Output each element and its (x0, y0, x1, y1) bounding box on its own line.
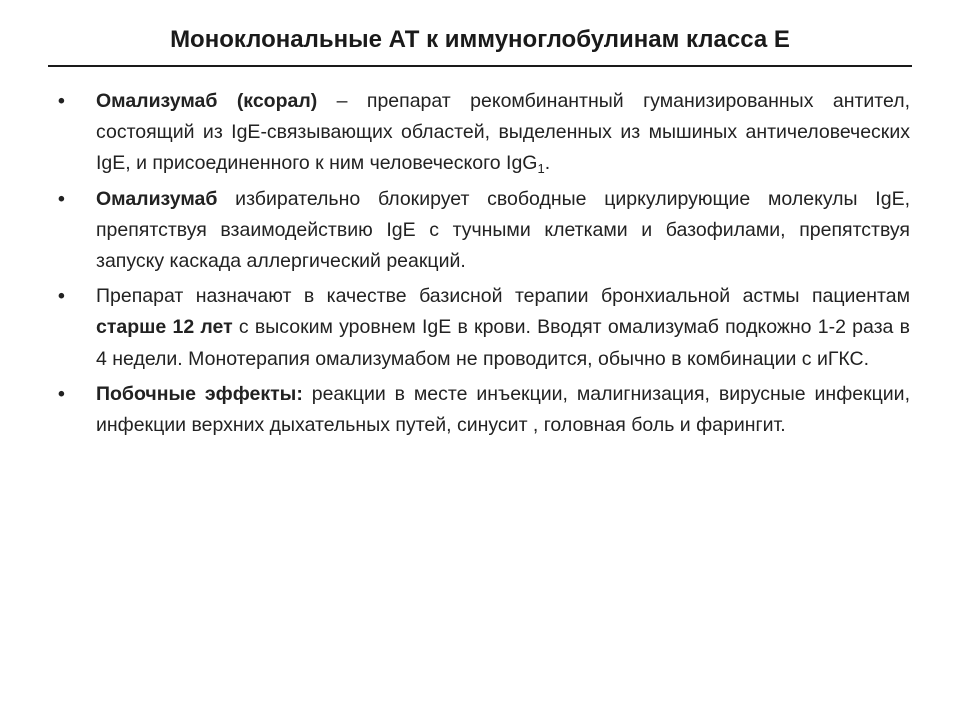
slide-title: Моноклональные АТ к иммуноглобулинам класса Е (170, 26, 790, 53)
bullet-item-omalizumab-definition (52, 86, 910, 180)
bullet-text: – препарат рекомбинантный гуманизированных антител, состоящий из IgE-связывающих областей, выделенных из мышиных античеловеческих IgE, и присоединенного к ним человеческого IgG (96, 90, 910, 175)
bullet-dot-icon: • (58, 285, 65, 308)
bullet-lead-bold: Побочные эффекты: (96, 382, 303, 405)
bullet-item-indications (52, 281, 910, 375)
bullet-text-end: с высоким уровнем IgE в крови. Вводят омализумаб подкожно 1-2 раза в 4 недели. Монотерапия омализумабом не проводится, обычно в комбинации с иГКС. (96, 316, 910, 370)
bullet-text: Препарат назначают в качестве базисной терапии бронхиальной астмы пациентам (96, 285, 910, 308)
title-underline (48, 65, 912, 67)
bullet-dot-icon: • (58, 382, 65, 405)
bullet-item-side-effects (52, 379, 910, 441)
bullet-dot-icon: • (58, 187, 65, 210)
bullet-text: избирательно блокирует свободные циркулирующие молекулы IgE, препятствуя взаимодействию IgE с тучными клетками и базофилами, препятствуя запуску каскада аллергический реакций. (96, 187, 910, 273)
bullet-lead-bold: Омализумаб (96, 187, 218, 210)
bullet-text: реакции в месте инъекции, малигнизация, вирусные инфекции, инфекции верхних дыхательных путей, синусит , головная боль и фарингит. (96, 382, 910, 437)
bullet-mid-bold: старше 12 лет (96, 316, 233, 339)
bullet-lead-bold: Омализумаб (ксорал) (96, 90, 318, 112)
bullet-text-end: . (544, 152, 551, 175)
bullet-list (52, 86, 910, 445)
bullet-subscript: 1 (537, 161, 545, 177)
bullet-item-omalizumab-mechanism (52, 184, 910, 278)
bullet-dot-icon: • (58, 90, 65, 112)
